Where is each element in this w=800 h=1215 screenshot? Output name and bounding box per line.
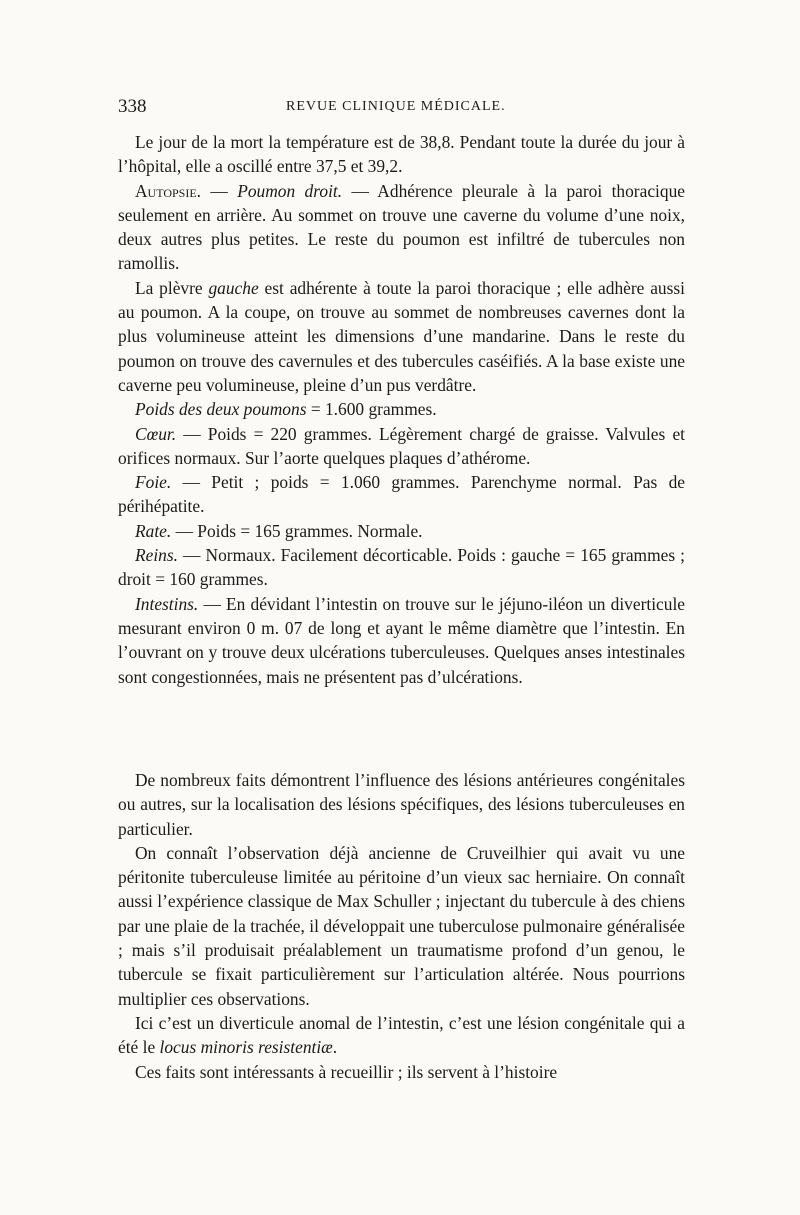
running-title: REVUE CLINIQUE MÉDICALE. <box>286 99 506 114</box>
paragraph: On connaît l’observation déjà ancienne de Cruveilhier qui avait vu une péritonite tuberculeuse limitée au péritoine d’un vieux sac herniaire. On connaît aussi l’expérience classique de Max Schuller ; injectant du tubercule à des chiens par une plaie de la trachée, il développait une tuberculose pulmonaire généralisée ; mais s’il produisait préalablement un traumatisme profond d’un genou, le tubercule se fixait particulièrement sur l’articulation altérée. Nous pourrions multiplier ces observations. <box>118 842 685 1009</box>
paragraph: Intestins. — En dévidant l’intestin on trouve sur le jéjuno-iléon un diverticule mesurant environ 0 m. 07 de long et ayant le même diamètre que l’intestin. En l’ouvrant on y trouve deux ulcérations tuberculeuses. Quelques anses intestinales sont congestionnées, mais ne présentent pas d’ulcérations. <box>118 593 685 687</box>
paragraph: Cœur. — Poids = 220 grammes. Légèrement chargé de graisse. Valvules et orifices normaux. Sur l’aorte quelques plaques d’athérome. <box>118 423 685 468</box>
paragraph: Foie. — Petit ; poids = 1.060 grammes. Parenchyme normal. Pas de périhépatite. <box>118 472 685 517</box>
paragraph: La plèvre gauche est adhérente à toute la paroi thoracique ; elle adhère aussi au poumon. A la coupe, on trouve au sommet de nombreuses cavernes dont la plus volumineuse atteint les dimensions d’une mandarine. Dans le reste du poumon on trouve des cavernules et des tubercules caséifiés. A la base existe une caverne peu volumineuse, pleine d’un pus verdâtre. <box>118 277 685 395</box>
paragraph: Ces faits sont intéressants à recueillir ; ils servent à l’histoire <box>135 1061 558 1082</box>
paragraph: Reins. — Normaux. Facilement décorticable. Poids : gauche = 165 grammes ; droit = 160 grammes. <box>118 545 685 590</box>
discussion-section <box>118 768 685 1084</box>
page-header <box>118 96 688 120</box>
paragraph: Ici c’est un diverticule anomal de l’intestin, c’est une lésion congénitale qui a été le locus minoris resistentiæ. <box>118 1012 685 1058</box>
paragraph: Rate. — Poids = 165 grammes. Normale. <box>135 520 423 541</box>
paragraph: Le jour de la mort la température est de 38,8. Pendant toute la durée du jour à l’hôpital, elle a oscillé entre 37,5 et 39,2. <box>118 132 685 177</box>
paragraph: Poids des deux poumons = 1.600 grammes. <box>135 399 437 420</box>
autopsy-section <box>118 130 685 689</box>
page-number: 338 <box>118 96 147 117</box>
paragraph: De nombreux faits démontrent l’influence des lésions antérieures congénitales ou autres, sur la localisation des lésions spécifiques, des lésions tuberculeuses en particulier. <box>118 770 685 839</box>
paragraph: Autopsie. — Poumon droit. — Adhérence pleurale à la paroi thoracique seulement en arrière. Au sommet on trouve une caverne du volume d’une noix, deux autres plus petites. Le reste du poumon est infiltré de tubercules non ramollis. <box>118 180 685 274</box>
